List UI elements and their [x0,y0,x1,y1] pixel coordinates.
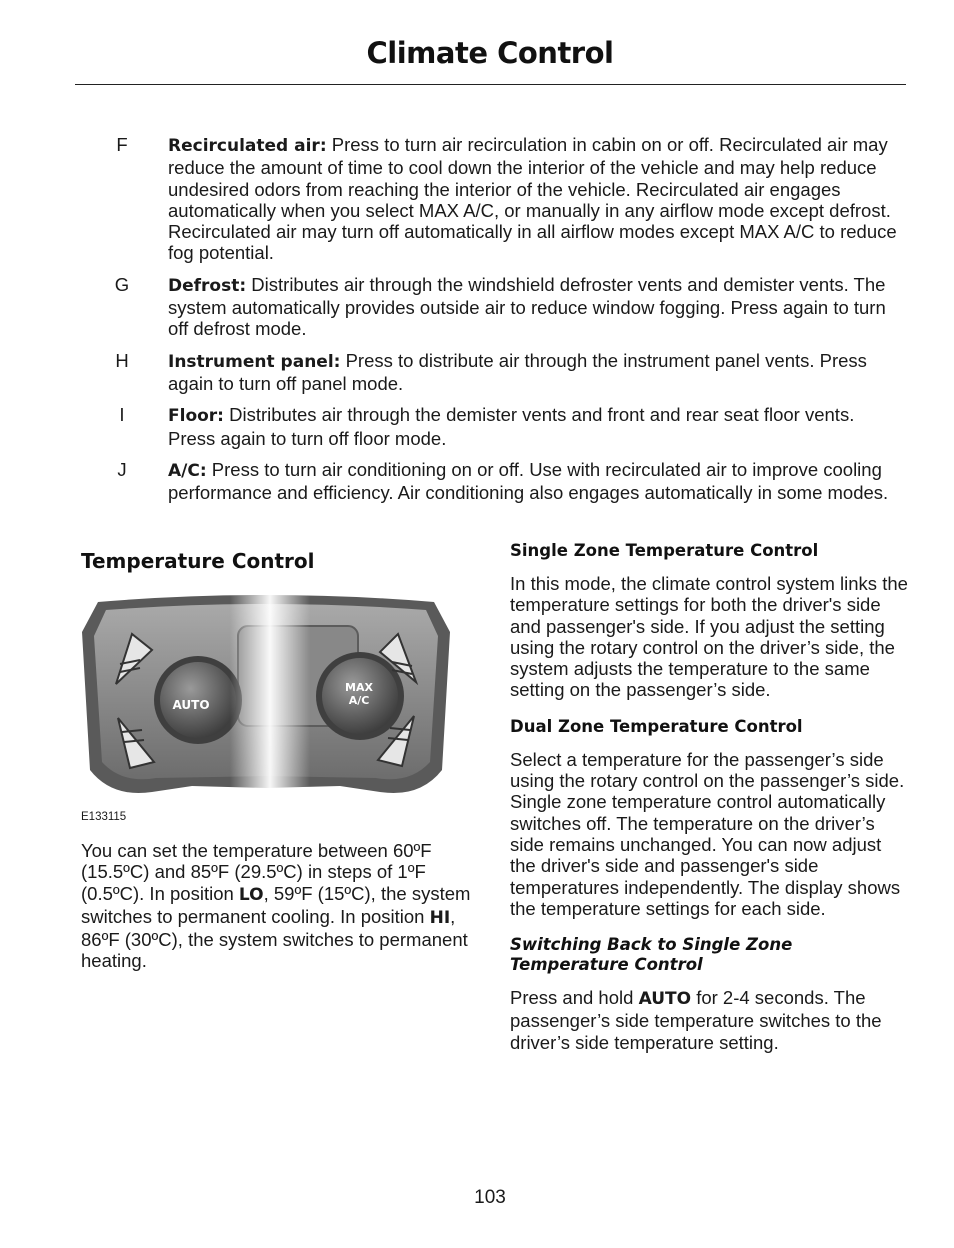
item-label: Recirculated air: [168,136,327,156]
figure-code: E133115 [81,811,127,823]
item-letter: F [116,134,128,155]
list-item-defrost [100,274,900,340]
max-ac-knob-label-line2: A/C [348,694,370,707]
single-zone-text: In this mode, the climate control system links the temperature settings for both the driver's side and passenger's side. If you adjust the setting using the rotary control on the driver’s side, the system adjusts the temperature to the same setting on the passenger’s side. [510,573,908,701]
control-list [100,134,900,513]
item-letter: J [117,458,127,480]
lo-setting: LO [238,884,264,905]
item-letter: G [114,273,130,295]
paragraph-text: Press and hold [510,987,639,1009]
item-body [168,134,898,264]
center-light-beam [230,592,310,808]
auto-knob-label: AUTO [172,698,210,712]
list-item-ac [100,459,900,504]
item-label: A/C: [168,460,207,481]
item-text: Distributes air through the windshield defroster vents and demister vents. The system automatically provides outside air to reduce window fogging. Press again to turn off defrost mode. [168,273,886,340]
climate-control-figure [80,592,452,808]
item-letter: I [119,404,125,426]
right-column [510,541,910,1069]
item-body [168,274,898,340]
hi-setting: HI [429,907,451,928]
item-label: Defrost: [168,275,247,296]
item-label: Floor: [168,406,224,427]
item-text: Press to turn air recirculation in cabin on or off. Recirculated air may reduce the amount of time to cool down the interior of the vehicle and may help reduce undesired odors from reaching the interior of the vehicle. Recirculated air engages automatically when you select MAX A/C, or manually in any airflow mode except defrost. Recirculated air may turn off automatically in all airflow modes except MAX A/C to reduce fog potential. [168,134,897,264]
switching-back-text [510,987,910,1053]
page-number: 103 [474,1187,506,1208]
item-label: Instrument panel: [168,351,341,372]
auto-button-reference: AUTO [638,989,692,1010]
dual-zone-heading: Dual Zone Temperature Control [510,716,803,736]
single-zone-heading: Single Zone Temperature Control [510,541,819,560]
item-letter: H [115,349,129,371]
paragraph-text: , 59ºF (15ºC), the system switches to permanent cooling. In position [81,882,471,927]
item-text: Press to distribute air through the instrument panel vents. Press again to turn off panel mode. [168,349,867,394]
page-title: Climate Control [366,36,614,70]
list-item-recirculated-air [100,134,900,264]
item-body [168,459,898,504]
switching-back-heading: Switching Back to Single Zone Temperature Control [510,935,793,975]
paragraph-text: , 86ºF (30ºC), the system switches to permanent heating. [81,905,468,972]
dual-zone-text: Select a temperature for the passenger’s side using the rotary control on the passenger’s side. Single zone temperature control automatically switches off. The temperature on the driver’s side remains unchanged. You can now adjust the driver's side and passenger's side temperatures independently. The display shows the temperature settings for each side. [510,748,905,919]
item-text: Press to turn air conditioning on or off. Use with recirculated air to improve cooling performance and efficiency. Air conditioning also engages automatically in some modes. [168,458,889,504]
item-body [168,350,898,395]
item-body [168,404,898,449]
paragraph-text: for 2-4 seconds. The passenger’s side temperature switches to the driver’s side temperature setting. [510,987,882,1053]
item-text: Distributes air through the demister vents and front and rear seat floor vents. Press again to turn off floor mode. [168,404,855,449]
title-divider [75,84,906,85]
list-item-instrument-panel [100,350,900,395]
max-ac-knob-label-line1: MAX [345,681,373,694]
temperature-control-heading: Temperature Control [81,549,315,573]
list-item-floor [100,404,900,449]
temperature-range-paragraph [81,840,476,972]
paragraph-text: You can set the temperature between 60ºF (15.5ºC) and 85ºF (29.5ºC) in steps of 1ºF (0.5ºC). In position [81,840,432,904]
climate-panel-illustration [80,592,452,808]
